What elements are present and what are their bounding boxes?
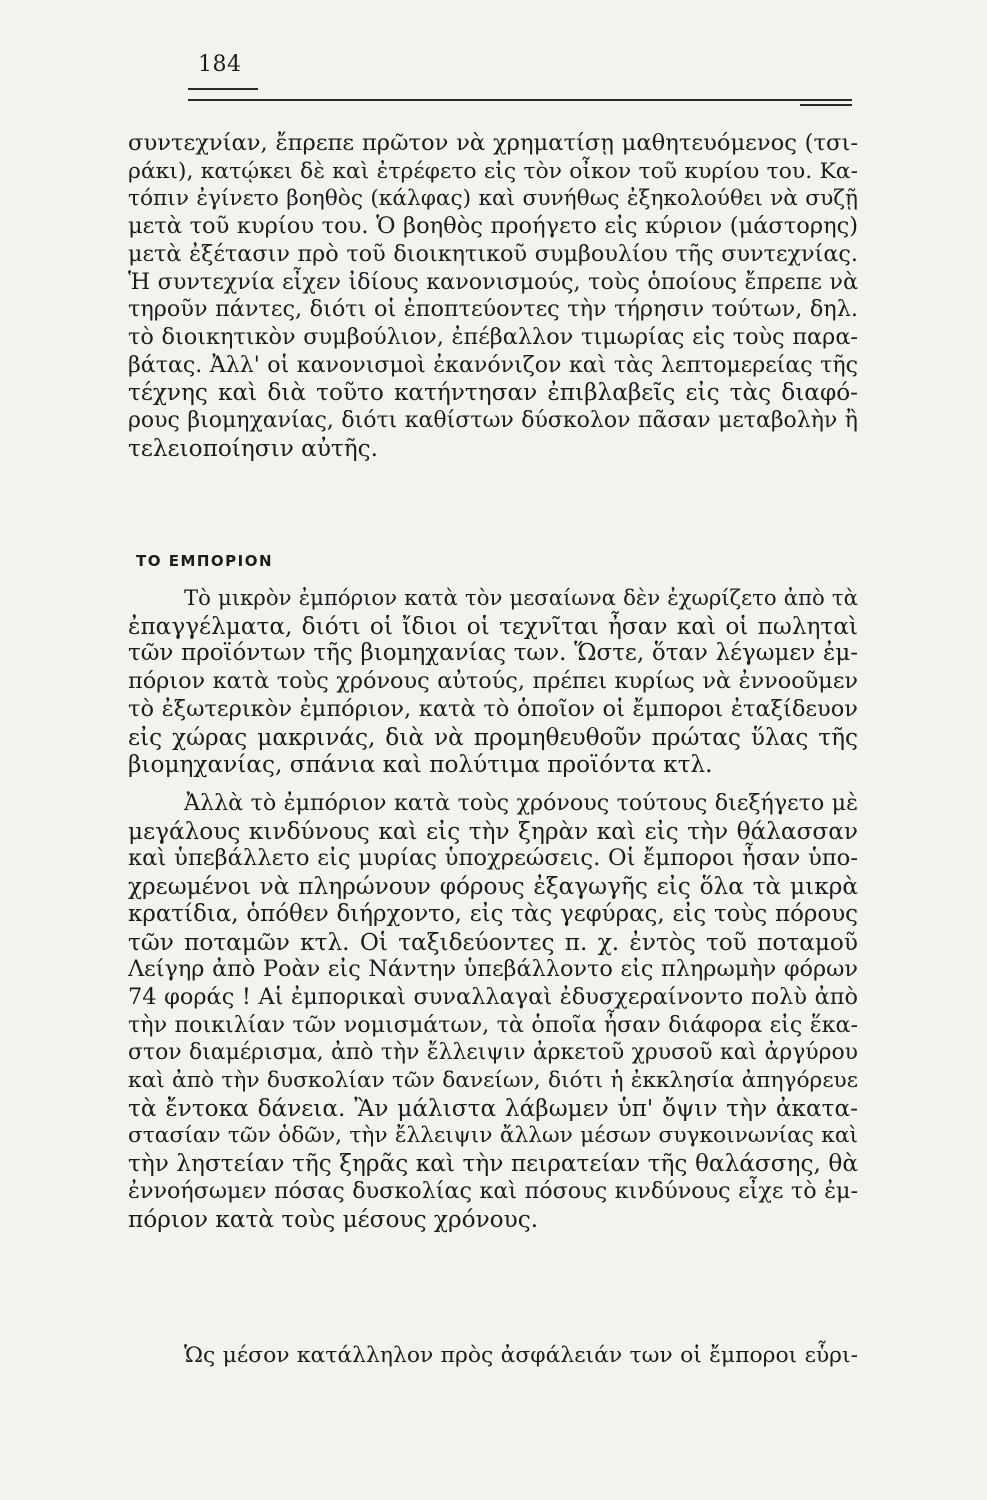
text-line: τὰ ἔντοκα δάνεια. Ἂν μάλιστα λάβωμεν ὑπ' ὄψιν τὴν ἀκατα- bbox=[128, 1094, 858, 1122]
text-line: χρεωμένοι νὰ πληρώνουν φόρους ἐξαγωγῆς εἰς ὅλα τὰ μικρὰ bbox=[128, 873, 858, 901]
text-line: κρατίδια, ὁπόθεν διήρχοντο, εἰς τὰς γεφύρας, εἰς τοὺς πόρους bbox=[128, 900, 858, 927]
text-line: τηροῦν πάντες, διότι οἱ ἐποπτεύοντες τὴν τήρησιν τούτων, δηλ. bbox=[128, 296, 858, 323]
text-line: μετὰ ἐξέτασιν πρὸ τοῦ διοικητικοῦ συμβουλίου τῆς συντεχνίας. bbox=[128, 240, 858, 267]
text-line: στασίαν τῶν ὁδῶν, τὴν ἔλλειψιν ἄλλων μέσων συγκοινωνίας καὶ bbox=[128, 1123, 858, 1149]
paragraph-guilds bbox=[128, 130, 858, 462]
text-line: τῶν προϊόντων τῆς βιομηχανίας των. Ὥστε, ὅταν λέγωμεν ἐμ- bbox=[128, 640, 858, 667]
text-line: ράκι), κατῴκει δὲ καὶ ἐτρέφετο εἰς τὸν οἶκον τοῦ κυρίου του. Κα- bbox=[128, 158, 858, 184]
text-line: Ὡς μέσον κατάλληλον πρὸς ἀσφάλειάν των οἱ ἔμποροι εὗρι- bbox=[184, 1343, 858, 1368]
text-line: τὸ ἐξωτερικὸν ἐμπόριον, κατὰ τὸ ὁποῖον οἱ ἔμποροι ἐταξίδευον bbox=[128, 695, 858, 722]
header-rule-short bbox=[188, 88, 258, 90]
text-line: καὶ ὑπεβάλλετο εἰς μυρίας ὑποχρεώσεις. Οἱ ἔμποροι ἦσαν ὑπο- bbox=[128, 845, 858, 872]
section-heading: ΤΟ ΕΜΠΟΡΙΟΝ bbox=[136, 552, 274, 570]
text-line: πόριον κατὰ τοὺς μέσους χρόνους. bbox=[128, 1205, 539, 1233]
text-line: Ἀλλὰ τὸ ἐμπόριον κατὰ τοὺς χρόνους τούτους διεξήγετο μὲ bbox=[184, 790, 858, 816]
text-line: ἐπαγγέλματα, διότι οἱ ἴδιοι οἱ τεχνῖται ἦσαν καὶ οἱ πωληταὶ bbox=[128, 612, 858, 640]
text-line: 74 φοράς ! Αἱ ἐμπορικαὶ συναλλαγαὶ ἐδυσχεραίνοντο πολὺ ἀπὸ bbox=[128, 983, 858, 1010]
text-line: τόπιν ἐγίνετο βοηθὸς (κάλφας) καὶ συνήθως ἐξηκολούθει νὰ συζῇ bbox=[128, 186, 858, 212]
header-rule bbox=[188, 99, 852, 101]
text-line: συντεχνίαν, ἔπρεπε πρῶτον νὰ χρηματίσῃ μαθητευόμενος (τσι- bbox=[128, 130, 858, 156]
text-line: μεγάλους κινδύνους καὶ εἰς τὴν ξηρὰν καὶ εἰς τὴν θάλασσαν bbox=[128, 817, 858, 845]
text-line: ρους βιομηχανίας, διότι καθίστων δύσκολον πᾶσαν μεταβολὴν ἢ bbox=[128, 408, 858, 434]
text-line: τὸ διοικητικὸν συμβούλιον, ἐπέβαλλον τιμωρίας εἰς τοὺς παρα- bbox=[128, 323, 858, 350]
page-number: 184 bbox=[198, 52, 242, 77]
text-line: εἰς χώρας μακρινάς, διὰ νὰ προμηθευθοῦν πρώτας ὕλας τῆς bbox=[128, 723, 858, 751]
paragraph-merchant-safety bbox=[128, 1342, 858, 1370]
paragraph-small-trade bbox=[128, 585, 858, 779]
text-line: τελειοποίησιν αὐτῆς. bbox=[128, 434, 379, 462]
text-line: Λείγηρ ἀπὸ Ροὰν εἰς Νάντην ὑπεβάλλοντο εἰς πληρωμὴν φόρων bbox=[128, 956, 858, 983]
paragraph-trade-dangers bbox=[128, 790, 858, 1233]
text-line: βάτας. Ἀλλ' οἱ κανονισμοὶ ἐκανόνιζον καὶ τὰς λεπτομερείας τῆς bbox=[128, 351, 858, 378]
text-line: καὶ ἀπὸ τὴν δυσκολίαν τῶν δανείων, διότι ἡ ἐκκλησία ἀπηγόρευε bbox=[128, 1068, 858, 1094]
text-line: πόριον κατὰ τοὺς χρόνους αὐτούς, πρέπει κυρίως νὰ ἐννοοῦμεν bbox=[128, 668, 858, 695]
text-line: τὴν ληστείαν τῆς ξηρᾶς καὶ τὴν πειρατείαν τῆς θαλάσσης, θὰ bbox=[128, 1150, 858, 1178]
text-line: βιομηχανίας, σπάνια καὶ πολύτιμα προϊόντα κτλ. bbox=[128, 751, 713, 779]
text-line: ἐννοήσωμεν πόσας δυσκολίας καὶ πόσους κινδύνους εἶχε τὸ ἐμ- bbox=[128, 1177, 858, 1204]
text-line: Τὸ μικρὸν ἐμπόριον κατὰ τὸν μεσαίωνα δὲν ἐχωρίζετο ἀπὸ τὰ bbox=[184, 586, 858, 611]
text-line: στον διαμέρισμα, ἀπὸ τὴν ἔλλειψιν ἀρκετοῦ χρυσοῦ καὶ ἀργύρου bbox=[128, 1040, 858, 1066]
text-line: Ἡ συντεχνία εἶχεν ἰδίους κανονισμούς, τοὺς ὁποίους ἔπρεπε νὰ bbox=[128, 268, 858, 295]
text-line: τέχνης καὶ διὰ τοῦτο κατήντησαν ἐπιβλαβεῖς εἰς τὰς διαφό- bbox=[128, 379, 858, 407]
text-line: τὴν ποικιλίαν τῶν νομισμάτων, τὰ ὁποῖα ἦσαν διάφορα εἰς ἕκα- bbox=[128, 1011, 858, 1038]
text-line: μετὰ τοῦ κυρίου του. Ὁ βοηθὸς προήγετο εἰς κύριον (μάστορης) bbox=[128, 213, 858, 240]
text-line: τῶν ποταμῶν κτλ. Οἱ ταξιδεύοντες π. χ. ἐντὸς τοῦ ποταμοῦ bbox=[128, 928, 858, 956]
header-rule-tail bbox=[800, 104, 852, 106]
